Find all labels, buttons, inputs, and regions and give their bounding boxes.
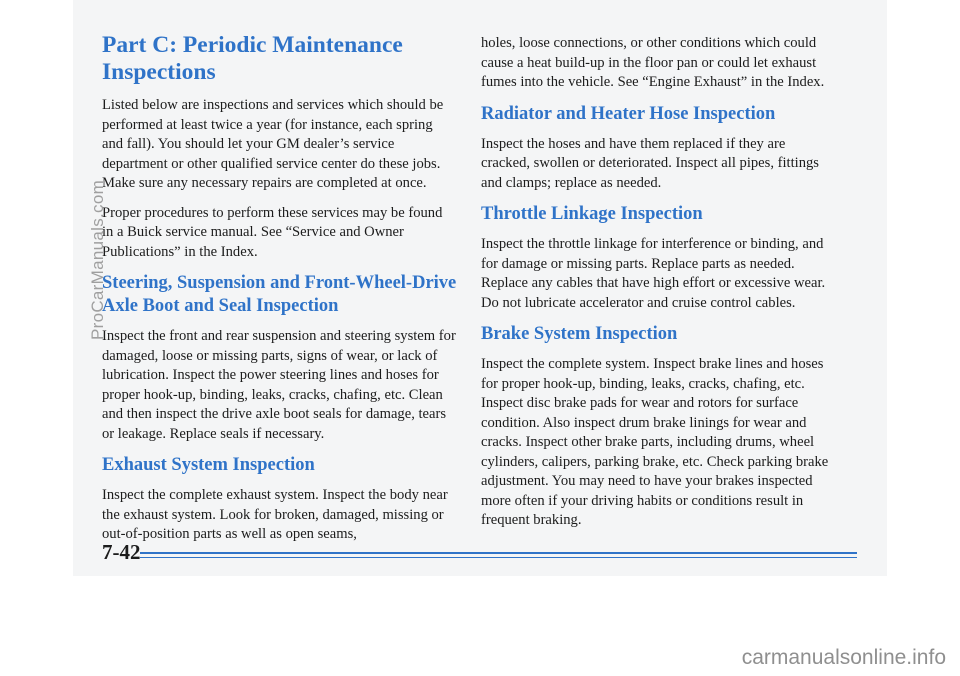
- intro-paragraph-1: Listed below are inspections and services which should be performed at least twice a year (for instance, each spring and fall). You should let your GM dealer’s service department or other qualified service center do these jobs. Make sure any necessary repairs are completed at once.: [102, 97, 444, 191]
- right-column: [481, 34, 836, 541]
- exhaust-body: Inspect the complete exhaust system. Inspect the body near the exhaust system. Look for broken, damaged, missing or out-of-position parts as well as open seams,: [102, 487, 448, 542]
- page-title: Part C: Periodic Maintenance Inspections: [102, 32, 403, 85]
- radiator-heading: Radiator and Heater Hose Inspection: [481, 103, 776, 124]
- brake-body: Inspect the complete system. Inspect brake lines and hoses for proper hook-up, binding, leaks, cracks, chafing, etc. Inspect disc brake pads for wear and rotors for surface condition. Also inspect drum brake linings for wear and cracks. Inspect other brake parts, including drums, wheel cylinders, calipers, parking brake, etc. Check parking brake adjustment. You may need to have your brakes inspected more often if your driving habits or conditions result in frequent braking.: [481, 356, 829, 528]
- side-watermark: ProCarManuals.com: [88, 179, 107, 340]
- footer-rule-thin: [140, 557, 857, 558]
- radiator-body: Inspect the hoses and have them replaced if they are cracked, swollen or deteriorated. Inspect all pipes, fittings and clamps; replace as needed.: [481, 135, 819, 191]
- bottom-watermark: carmanualsonline.info: [741, 646, 946, 669]
- throttle-body: Inspect the throttle linkage for interference or binding, and for damage or missing parts. Replace parts as needed. Replace any cables that have high effort or excessive wear. Do not lubricate accelerator and cruise control cables.: [481, 236, 826, 311]
- left-column: [102, 32, 457, 555]
- brake-heading: Brake System Inspection: [481, 324, 678, 344]
- page-number: 7-42: [102, 540, 141, 564]
- footer-rule: [140, 552, 857, 554]
- intro-paragraph-2: Proper procedures to perform these services may be found in a Buick service manual. See “Service and Owner Publications” in the Index.: [102, 204, 443, 260]
- exhaust-continued: holes, loose connections, or other conditions which could cause a heat build-up in the floor pan or could let exhaust fumes into the vehicle. See “Engine Exhaust” in the Index.: [481, 35, 825, 90]
- steering-body: Inspect the front and rear suspension and steering system for damaged, loose or missing parts, signs of wear, or lack of lubrication. Inspect the power steering lines and hoses for proper hook-up, binding, leaks, cracks, chafing, etc. Clean and then inspect the drive axle boot seals for damage, tears or leakage. Replace seals if necessary.: [102, 328, 456, 442]
- steering-heading: Steering, Suspension and Front-Wheel-Drive Axle Boot and Seal Inspection: [102, 273, 457, 316]
- throttle-heading: Throttle Linkage Inspection: [481, 204, 703, 224]
- exhaust-heading: Exhaust System Inspection: [102, 455, 315, 475]
